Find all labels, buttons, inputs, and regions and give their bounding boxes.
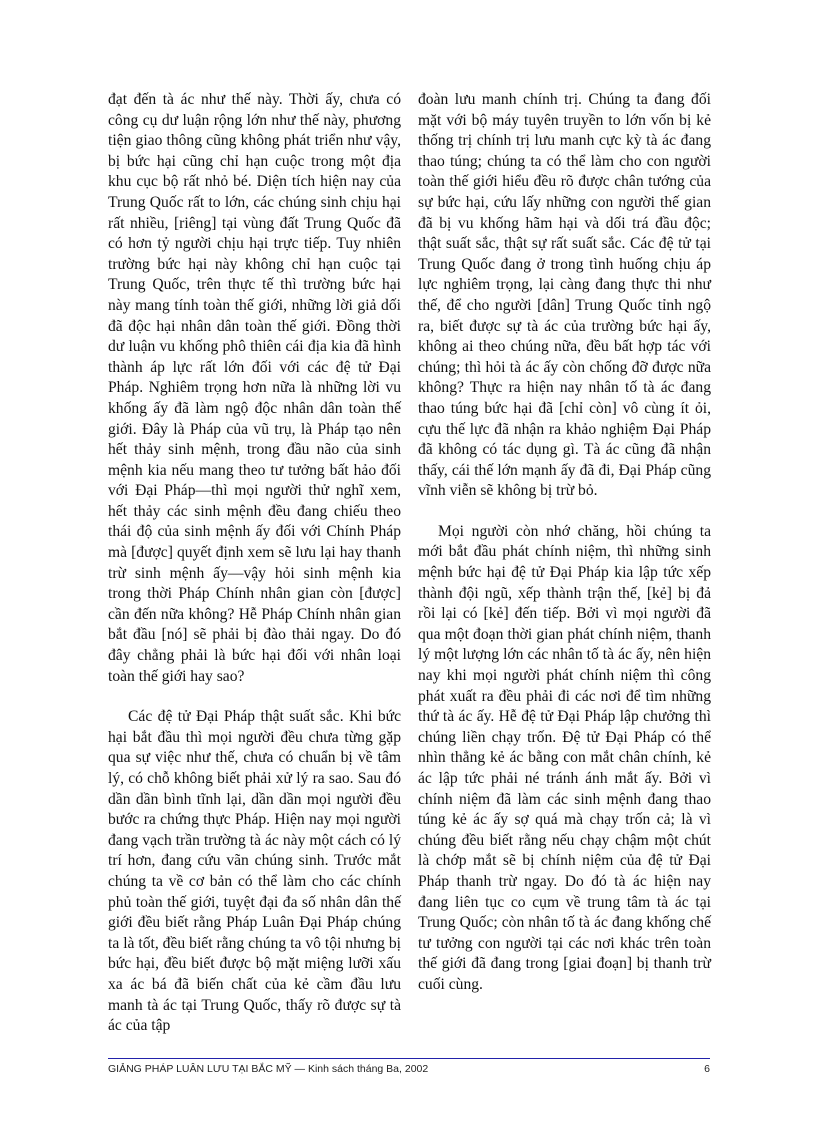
footer-title: GIẢNG PHÁP LUÂN LƯU TẠI BẮC MỸ — Kinh sách tháng Ba, 2002 (108, 1063, 429, 1075)
page-number: 6 (704, 1063, 710, 1075)
right-column (418, 90, 711, 996)
paragraph-right-1: đoàn lưu manh chính trị. Chúng ta đang đối mặt với bộ máy tuyên truyền to lớn vốn bị kẻ thống trị chính trị lưu manh cực kỳ tà ác đang thao túng; chúng ta có thể làm cho con người toàn thế giới hiểu đều rõ được chân tướng của sự bức hại, cứu lấy những con người thế gian đã bị vu khống hãm hại và dối trá đầu độc; thật suất sắc, thật sự rất suất sắc. Các đệ tử tại Trung Quốc đang ở trong tình huống chịu áp lực nghiêm trọng, lại càng đang thực thi như thế, để cho người [dân] Trung Quốc tỉnh ngộ ra, biết được sự tà ác của trường bức hại ấy, không ai theo chúng nữa, đều bất hợp tác với chúng; thì hỏi tà ác ấy còn chống đỡ được nữa không? Thực ra hiện nay nhân tố tà ác đang thao túng bức hại đã [chỉ còn] vô cùng ít ỏi, cựu thế lực đã nhận ra khảo nghiệm Đại Pháp đã không có tác dụng gì. Tà ác cũng đã nhận thấy, cái thế lớn mạnh ấy đã đi, Đại Pháp cũng vĩnh viễn sẽ không bị trừ bỏ. (418, 91, 711, 500)
paragraph-left-1: đạt đến tà ác như thế này. Thời ấy, chưa có công cụ dư luận rộng lớn như thế này, phương tiện giao thông cũng không phát triển như vậy, bị bức hại cũng chỉ hạn cuộc trong một địa khu cục bộ rất nhỏ bé. Diện tích hiện nay của Trung Quốc rất to lớn, các chúng sinh chịu hại rất nhiều, [riêng] tại vùng đất Trung Quốc đã có hơn tỷ người chịu hại trực tiếp. Tuy nhiên trường bức hại này không chỉ hạn cuộc tại Trung Quốc, trên thực tế thì trường bức hại này mang tính toàn thế giới, những lời giả dối đã độc hại nhân dân toàn thế giới. Đồng thời dư luận vu khống phô thiên cái địa kia đã hình thành áp lực rất lớn đối với các đệ tử Đại Pháp. Nghiêm trọng hơn nữa là những lời vu khống ấy đã làm ngộ độc nhân dân toàn thế giới. Đây là Pháp của vũ trụ, là Pháp tạo nên hết thảy sinh mệnh, trong đầu não của sinh mệnh kia nếu mang theo tư tưởng bất hảo đối với Đại Pháp—thì mọi người thử nghĩ xem, hết thảy các sinh mệnh đều đang chiếu theo thái độ của sinh mệnh ấy đối với Chính Pháp mà [được] quyết định xem sẽ lưu lại hay thanh trừ sinh mệnh ấy—vậy hỏi sinh mệnh kia trong thời Pháp Chính nhân gian còn [được] cần đến nữa không? Hễ Pháp Chính nhân gian bắt đầu [nó] sẽ phải bị đào thải ngay. Do đó đây chẳng phải là bức hại đối với nhân loại toàn thế giới hay sao? (108, 91, 401, 685)
paragraph-right-2: Mọi người còn nhớ chăng, hồi chúng ta mới bắt đầu phát chính niệm, thì những sinh mệnh bức hại đệ tử Đại Pháp kia lập tức xếp thành đội ngũ, xếp thành trận thế, [kẻ] bị đả rồi lại có [kẻ] đến tiếp. Bởi vì mọi người đã qua một đoạn thời gian phát chính niệm, thanh lý một lượng lớn các nhân tố tà ác ấy, nên hiện nay khi mọi người phát chính niệm thì công phát xuất ra đều phải đi các nơi để tìm những thứ tà ác ấy. Hễ đệ tử Đại Pháp lập chưởng thì chúng liền chạy trốn. Đệ tử Đại Pháp có thể nhìn thẳng kẻ ác bằng con mắt chân chính, kẻ ác lập tức phải né tránh ánh mắt ấy. Bởi vì chính niệm đã làm các sinh mệnh đang thao túng kẻ ác ấy sợ quá mà chạy trốn cả; là vì chúng đều biết rằng nếu chạy chậm một chút là chớp mắt sẽ bị chính niệm của đệ tử Đại Pháp thanh trừ ngay. Do đó tà ác hiện nay đang liên tục co cụm về trung tâm tà ác tại Trung Quốc; còn nhân tố tà ác đang khống chế tư tưởng con người tại các nơi khác trên toàn thế giới đã đang trong [giai đoạn] bị thanh trừ cuối cùng. (418, 522, 711, 993)
footer-divider (108, 1058, 710, 1059)
paragraph-left-2: Các đệ tử Đại Pháp thật suất sắc. Khi bức hại bắt đầu thì mọi người đều chưa từng gặp qua sự việc như thế, chưa có chuẩn bị về tâm lý, có chỗ không biết phải xử lý ra sao. Sau đó dần dần bình tĩnh lại, dần dần mọi người đều bước ra chứng thực Pháp. Hiện nay mọi người đang vạch trần trường tà ác này một cách có lý trí hơn, đang cứu vãn chúng sinh. Trước mắt chúng ta về cơ bản có thể làm cho các chính phủ toàn thế giới, tuyệt đại đa số nhân dân thế giới đều biết rằng Pháp Luân Đại Pháp chúng ta là tốt, đều biết rằng chúng ta vô tội nhưng bị bức hại, đều biết được bộ mặt miệng lưỡi xấu xa ác bá đã biến chất của kẻ cầm đầu lưu manh tà ác tại Trung Quốc, thấy rõ được sự tà ác của tập (108, 708, 401, 1035)
left-column (108, 90, 401, 1037)
